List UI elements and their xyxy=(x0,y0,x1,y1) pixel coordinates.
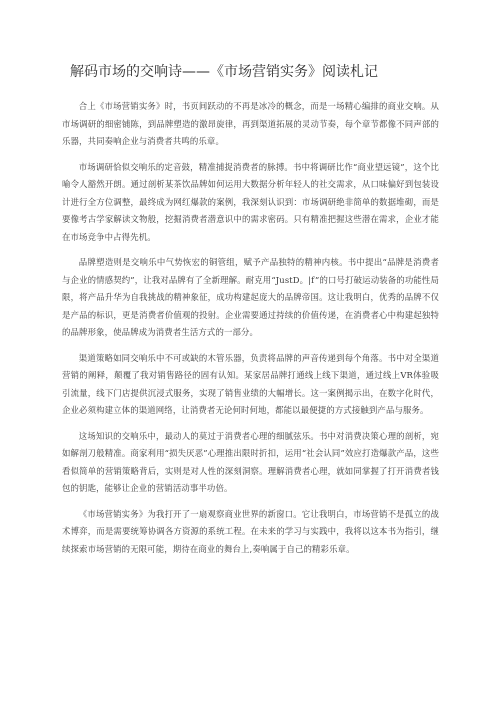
paragraph: 合上《市场营销实务》时，书页间跃动的不再是冰冷的概念，而是一场精心编排的商业交响。从市场调研的细密铺陈，到品牌塑造的激昂旋律，再到渠道拓展的灵动节奏，每个章节都像不同声部的乐器，共同奏响企业与消费者共鸣的乐章。 xyxy=(62,101,439,146)
paragraph: 渠道策略如同交响乐中不可或缺的木管乐器，负责将品牌的声音传递到每个角落。书中对全渠道营销的阐释，颠覆了我对销售路径的固有认知。某家居品牌打通线上线下渠道，通过线上VR体验吸引流量，线下门店提供沉浸式服务，实现了销售业绩的大幅增长。这一案例揭示出，在数字化时代，企业必须构建立体的渠道网络，让消费者无论何时何地，都能以最便捷的方式接触到产品与服务。 xyxy=(62,352,439,415)
paragraph: 《市场营销实务》为我打开了一扇观察商业世界的新窗口。它让我明白，市场营销不是孤立的战术博弈，而是需要统筹协调各方资源的系统工程。在未来的学习与实践中，我将以这本书为指引，继续探索市场营销的无限可能，期待在商业的舞台上,奏响属于自己的精彩乐章。 xyxy=(62,508,439,554)
paragraph: 品牌塑造则是交响乐中气势恢宏的铜管组，赋予产品独特的精神内核。书中提出“品牌是消费者与企业的情感契约”，让我对品牌有了全新理解。耐克用“JustD。|f”的口号打破运动装备的功能性局限，将产品升华为自我挑战的精神象征，成功构建起庞大的品牌帝国。这让我明白，优秀的品牌不仅是产品的标识，更是消费者价值观的投射。企业需要通过持续的价值传递，在消费者心中构建起独特的品牌形象，使品牌成为消费者生活方式的一部分。 xyxy=(62,257,439,337)
document-title: 解码市场的交响诗——《市场营销实务》阅读札记 xyxy=(70,64,378,80)
paragraph: 这场知识的交响乐中，最动人的莫过于消费者心理的细腻弦乐。书中对消费决策心理的剖析，宛如解剖刀般精准。商家利用“损失厌恶”心理推出限时折扣，运用“社会认同”效应打造爆款产品，这些看似简单的营销策略背后，实则是对人性的深刻洞察。理解消费者心理，就如同掌握了打开消费者钱包的钥匙，能够让企业的营销活动事半功倍。 xyxy=(62,430,439,493)
document-body xyxy=(62,98,439,566)
paragraph: 市场调研恰似交响乐的定音鼓，精准捕捉消费者的脉搏。书中将调研比作“商业望远镜”，这个比喻令人豁然开朗。通过剖析某茶饮品牌如何运用大数据分析年轻人的社交需求，从口味偏好到包装设计进行全方位调整，最终成为网红爆款的案例，我深刻认识到：市场调研绝非简单的数据堆砌，而是要像考古学家解读文物般，挖掘消费者潜意识中的需求密码。只有精准把握这些潜在需求，企业才能在市场竞争中占得先机。 xyxy=(62,161,439,242)
